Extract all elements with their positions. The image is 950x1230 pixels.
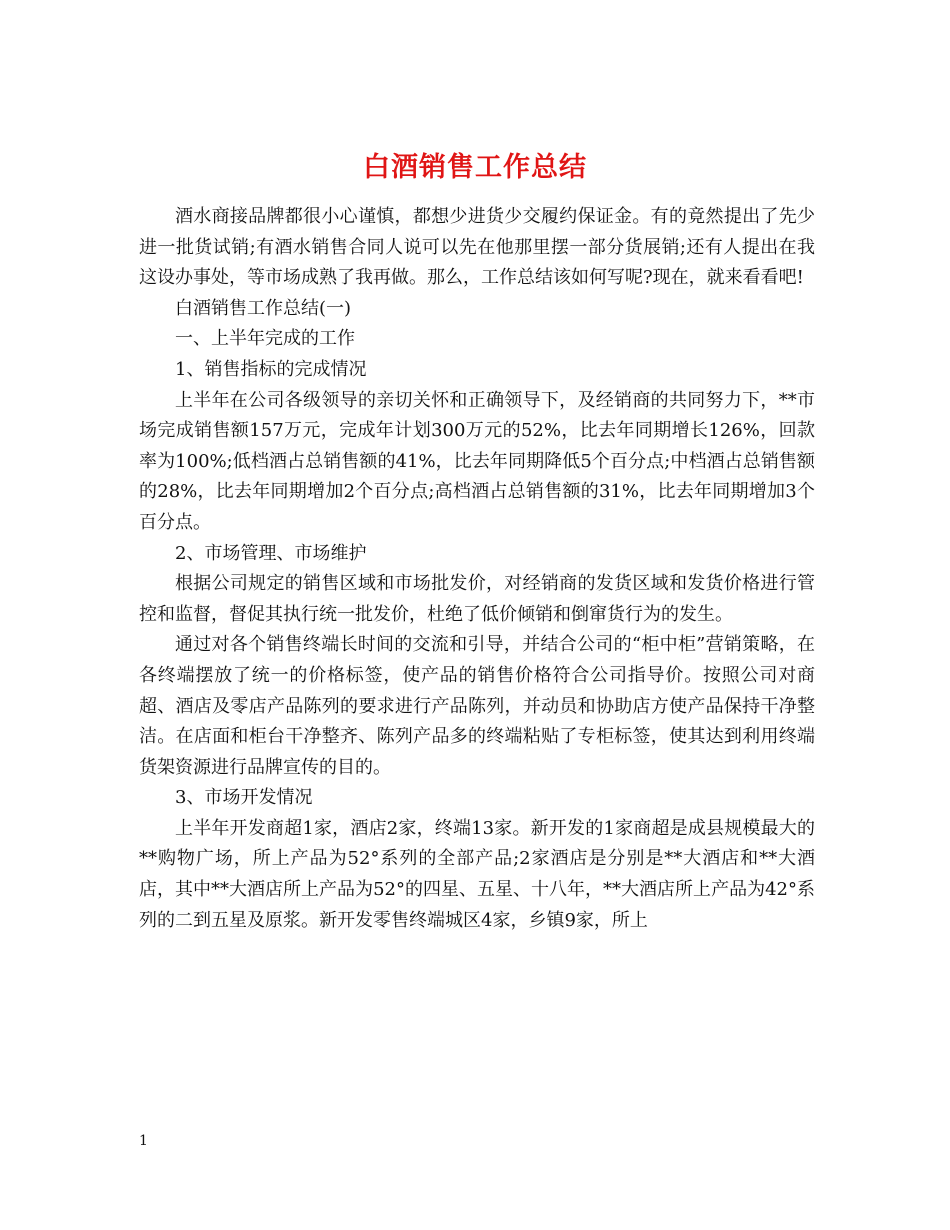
subheading-sales-targets: 1、销售指标的完成情况 — [175, 358, 367, 380]
paragraph-sales-targets: 上半年在公司各级领导的亲切关怀和正确领导下，及经销商的共同努力下，**市场完成销售额157万元，完成年计划300万元的52%，比去年同期增长126%，回款率为100%;低档酒占总销售额的41%，比去年同期降低5个百分点;中档酒占总销售额的28%，比去年同期增加2个百分点;高档酒占总销售额的31%，比去年同期增加3个百分点。 — [139, 389, 815, 533]
section-heading-summary-one: 白酒销售工作总结(一) — [175, 297, 352, 319]
paragraph-terminal-display: 通过对各个销售终端长时间的交流和引导，并结合公司的“柜中柜”营销策略，在各终端摆放了统一的价格标签，使产品的销售价格符合公司指导价。按照公司对商超、酒店及零店产品陈列的要求进行产品陈列，并动员和协助店方使产品保持干净整洁。在店面和柜台干净整齐、陈列产品多的终端粘贴了专柜标签，使其达到利用终端货架资源进行品牌宣传的目的。 — [139, 634, 815, 778]
document-body — [139, 202, 815, 936]
paragraph-market-development: 上半年开发商超1家，酒店2家，终端13家。新开发的1家商超是成县规模最大的**购物广场，所上产品为52°系列的全部产品;2家酒店是分别是**大酒店和**大酒店，其中**大酒店所上产品为52°的四星、五星、十八年，**大酒店所上产品为42°系列的二到五星及原浆。新开发零售终端城区4家，乡镇9家，所上 — [139, 817, 815, 931]
page-number: 1 — [139, 1133, 148, 1149]
intro-paragraph: 酒水商接品牌都很小心谨慎，都想少进货少交履约保证金。有的竟然提出了先少进一批货试销;有酒水销售合同人说可以先在他那里摆一部分货展销;还有人提出在我这设办事处，等市场成熟了我再做。那么，工作总结该如何写呢?现在，就来看看吧! — [139, 206, 815, 289]
subheading-market-development: 3、市场开发情况 — [175, 787, 313, 809]
document-title: 白酒销售工作总结 — [363, 152, 587, 184]
subheading-market-management: 2、市场管理、市场维护 — [175, 542, 367, 564]
section-heading-first-half-work: 一、上半年完成的工作 — [175, 328, 355, 350]
paragraph-market-management: 根据公司规定的销售区域和市场批发价，对经销商的发货区域和发货价格进行管控和监督，督促其执行统一批发价，杜绝了低价倾销和倒窜货行为的发生。 — [139, 573, 815, 625]
